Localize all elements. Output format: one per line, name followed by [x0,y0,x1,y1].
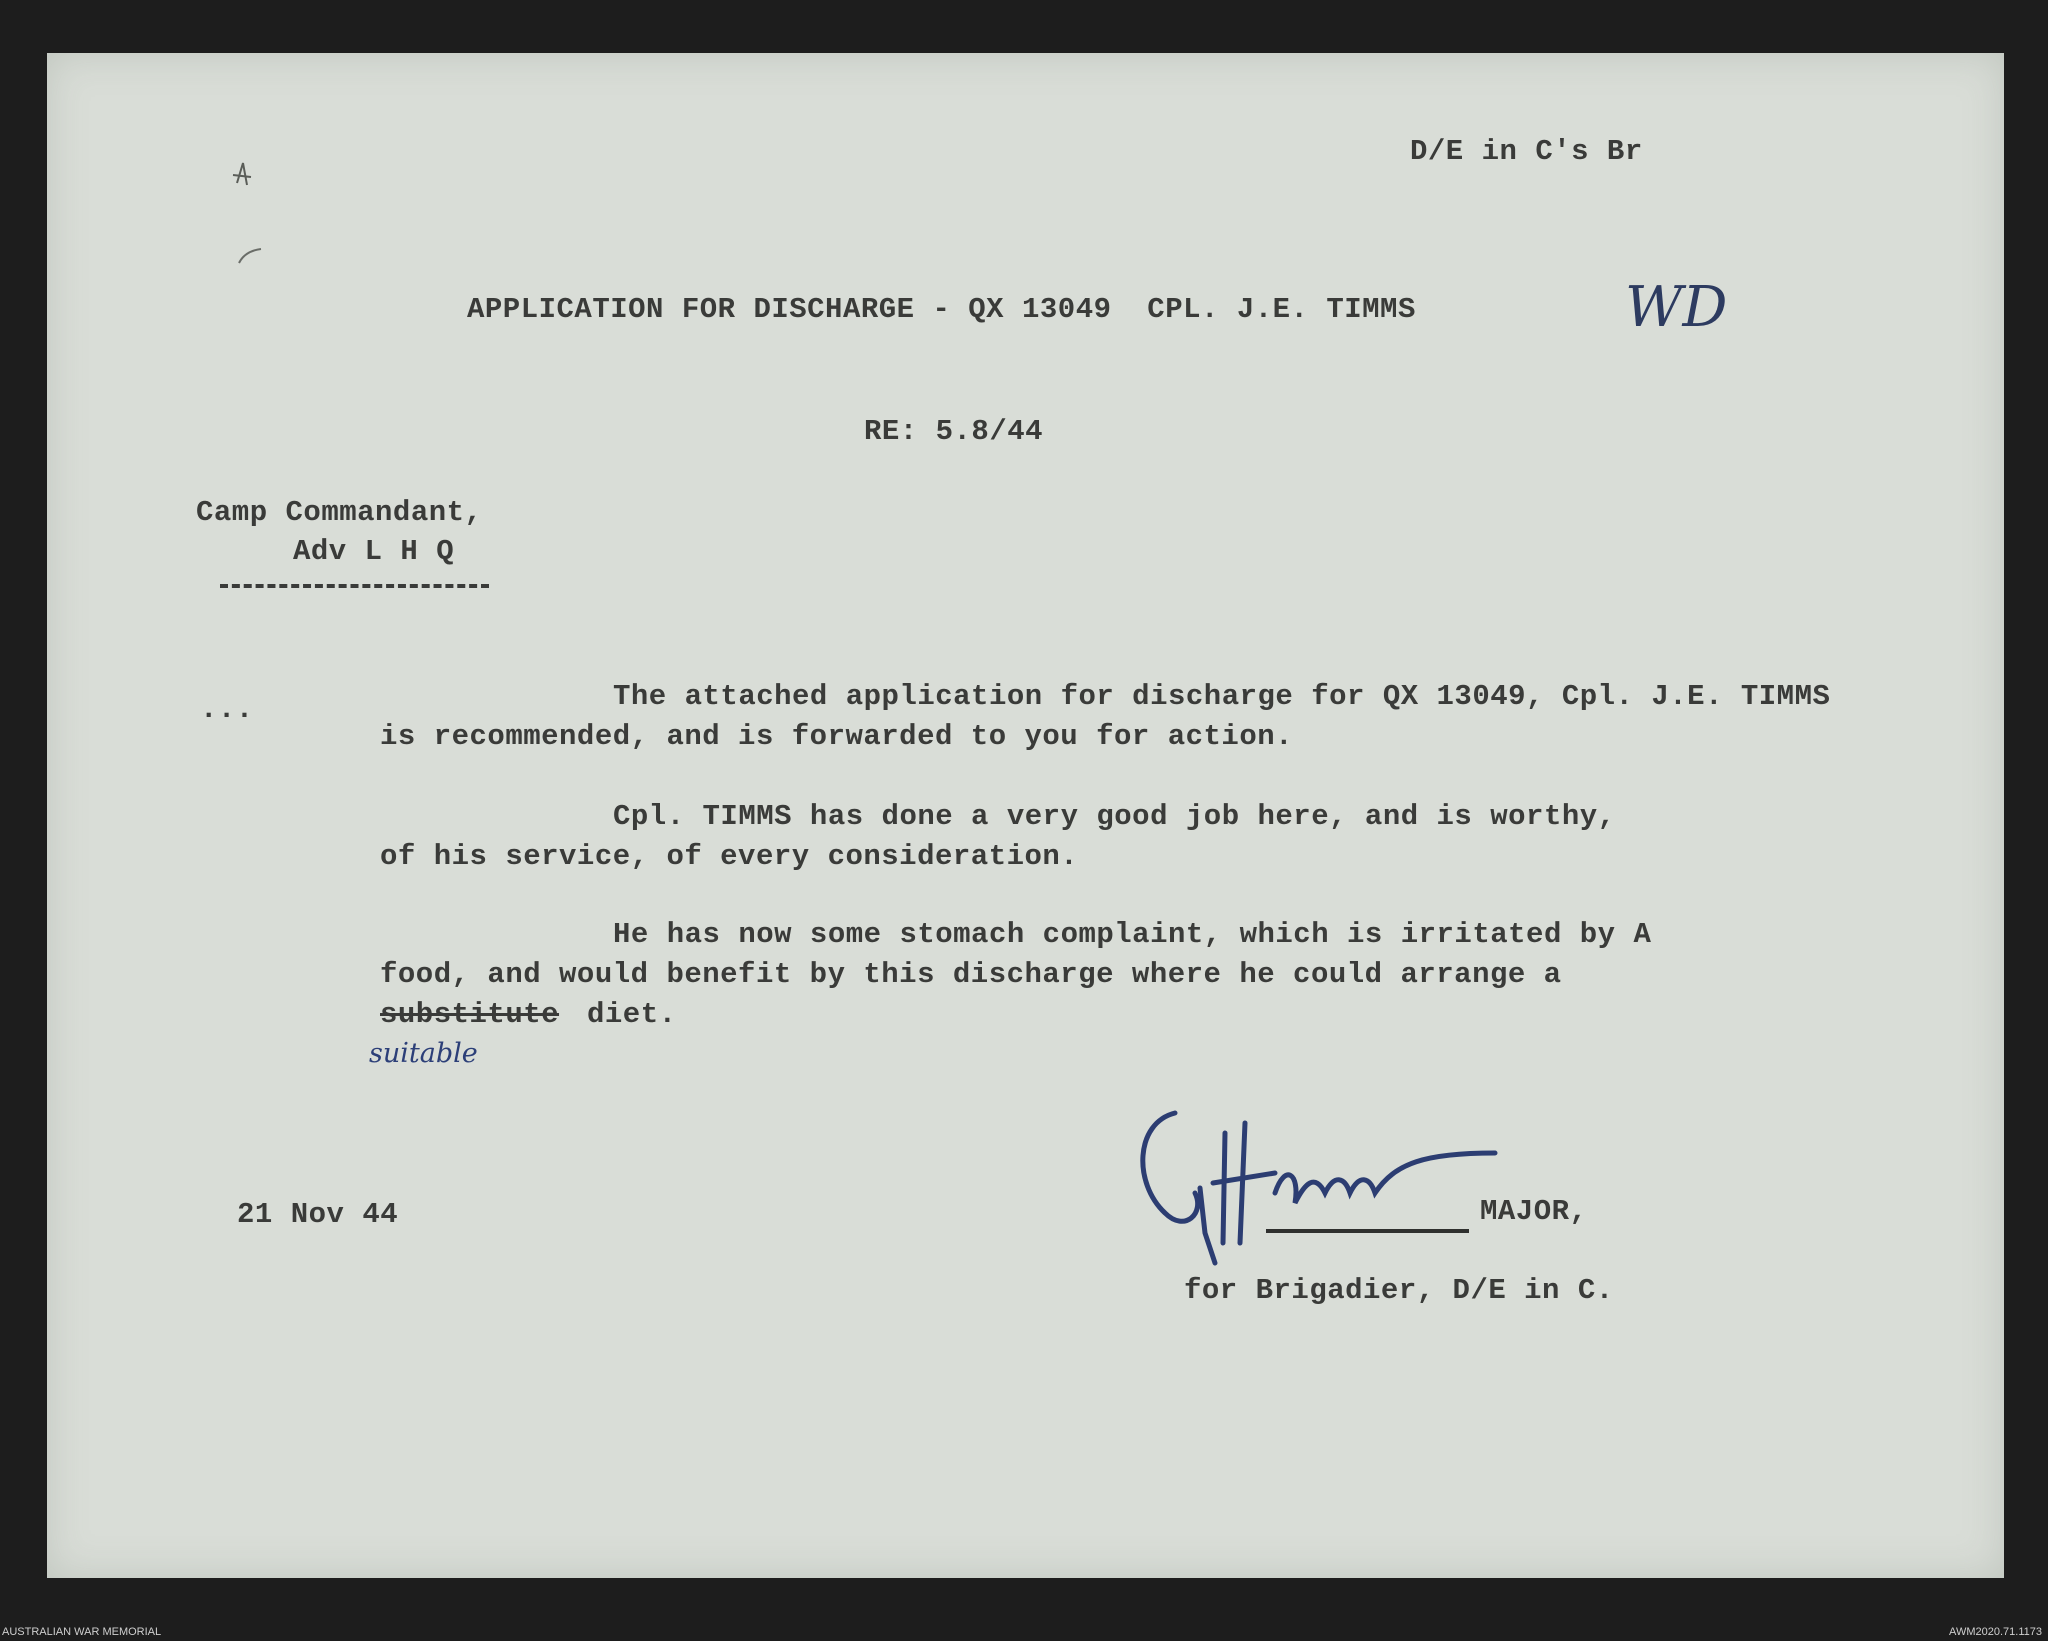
handwritten-correction: suitable [369,1038,478,1069]
paragraph-3-line-2: food, and would benefit by this discharge where he could arrange a [380,958,1562,991]
archive-left-label: AUSTRALIAN WAR MEMORIAL [2,1626,162,1638]
paragraph-3-end: diet. [587,998,677,1031]
signature-line [1266,1229,1469,1233]
addressee-line-2: Adv L H Q [293,535,455,568]
paragraph-1-line-1: The attached application for discharge for QX 13049, Cpl. J.E. TIMMS [613,680,1831,713]
reference-re: RE: 5.8/44 [864,415,1044,448]
handwritten-annotation: WD [1625,275,1728,340]
signature [1115,1093,1535,1283]
paragraph-3-line-1: He has now some stomach complaint, which is irritated by A [613,918,1652,951]
subject-title: APPLICATION FOR DISCHARGE - QX 13049 CPL. J.E. TIMMS [467,293,1416,326]
paper-crease-mark [227,153,267,273]
signatory-for-line: for Brigadier, D/E in C. [1184,1274,1614,1307]
struck-word: substitute [380,998,560,1031]
header-reference: D/E in C's Br [1410,135,1643,168]
document-page [47,53,2004,1578]
date: 21 Nov 44 [237,1198,399,1231]
addressee-underline [220,584,489,588]
addressee-line-1: Camp Commandant, [196,496,483,529]
paragraph-2-line-2: of his service, of every consideration. [380,840,1079,873]
signatory-rank: MAJOR, [1480,1195,1588,1228]
paragraph-marker: ... [200,693,254,726]
paragraph-2-line-1: Cpl. TIMMS has done a very good job here, and is worthy, [613,800,1616,833]
paragraph-1-line-2: is recommended, and is forwarded to you for action. [380,720,1294,753]
archive-right-label: AWM2020.71.1173 [1949,1626,2042,1638]
